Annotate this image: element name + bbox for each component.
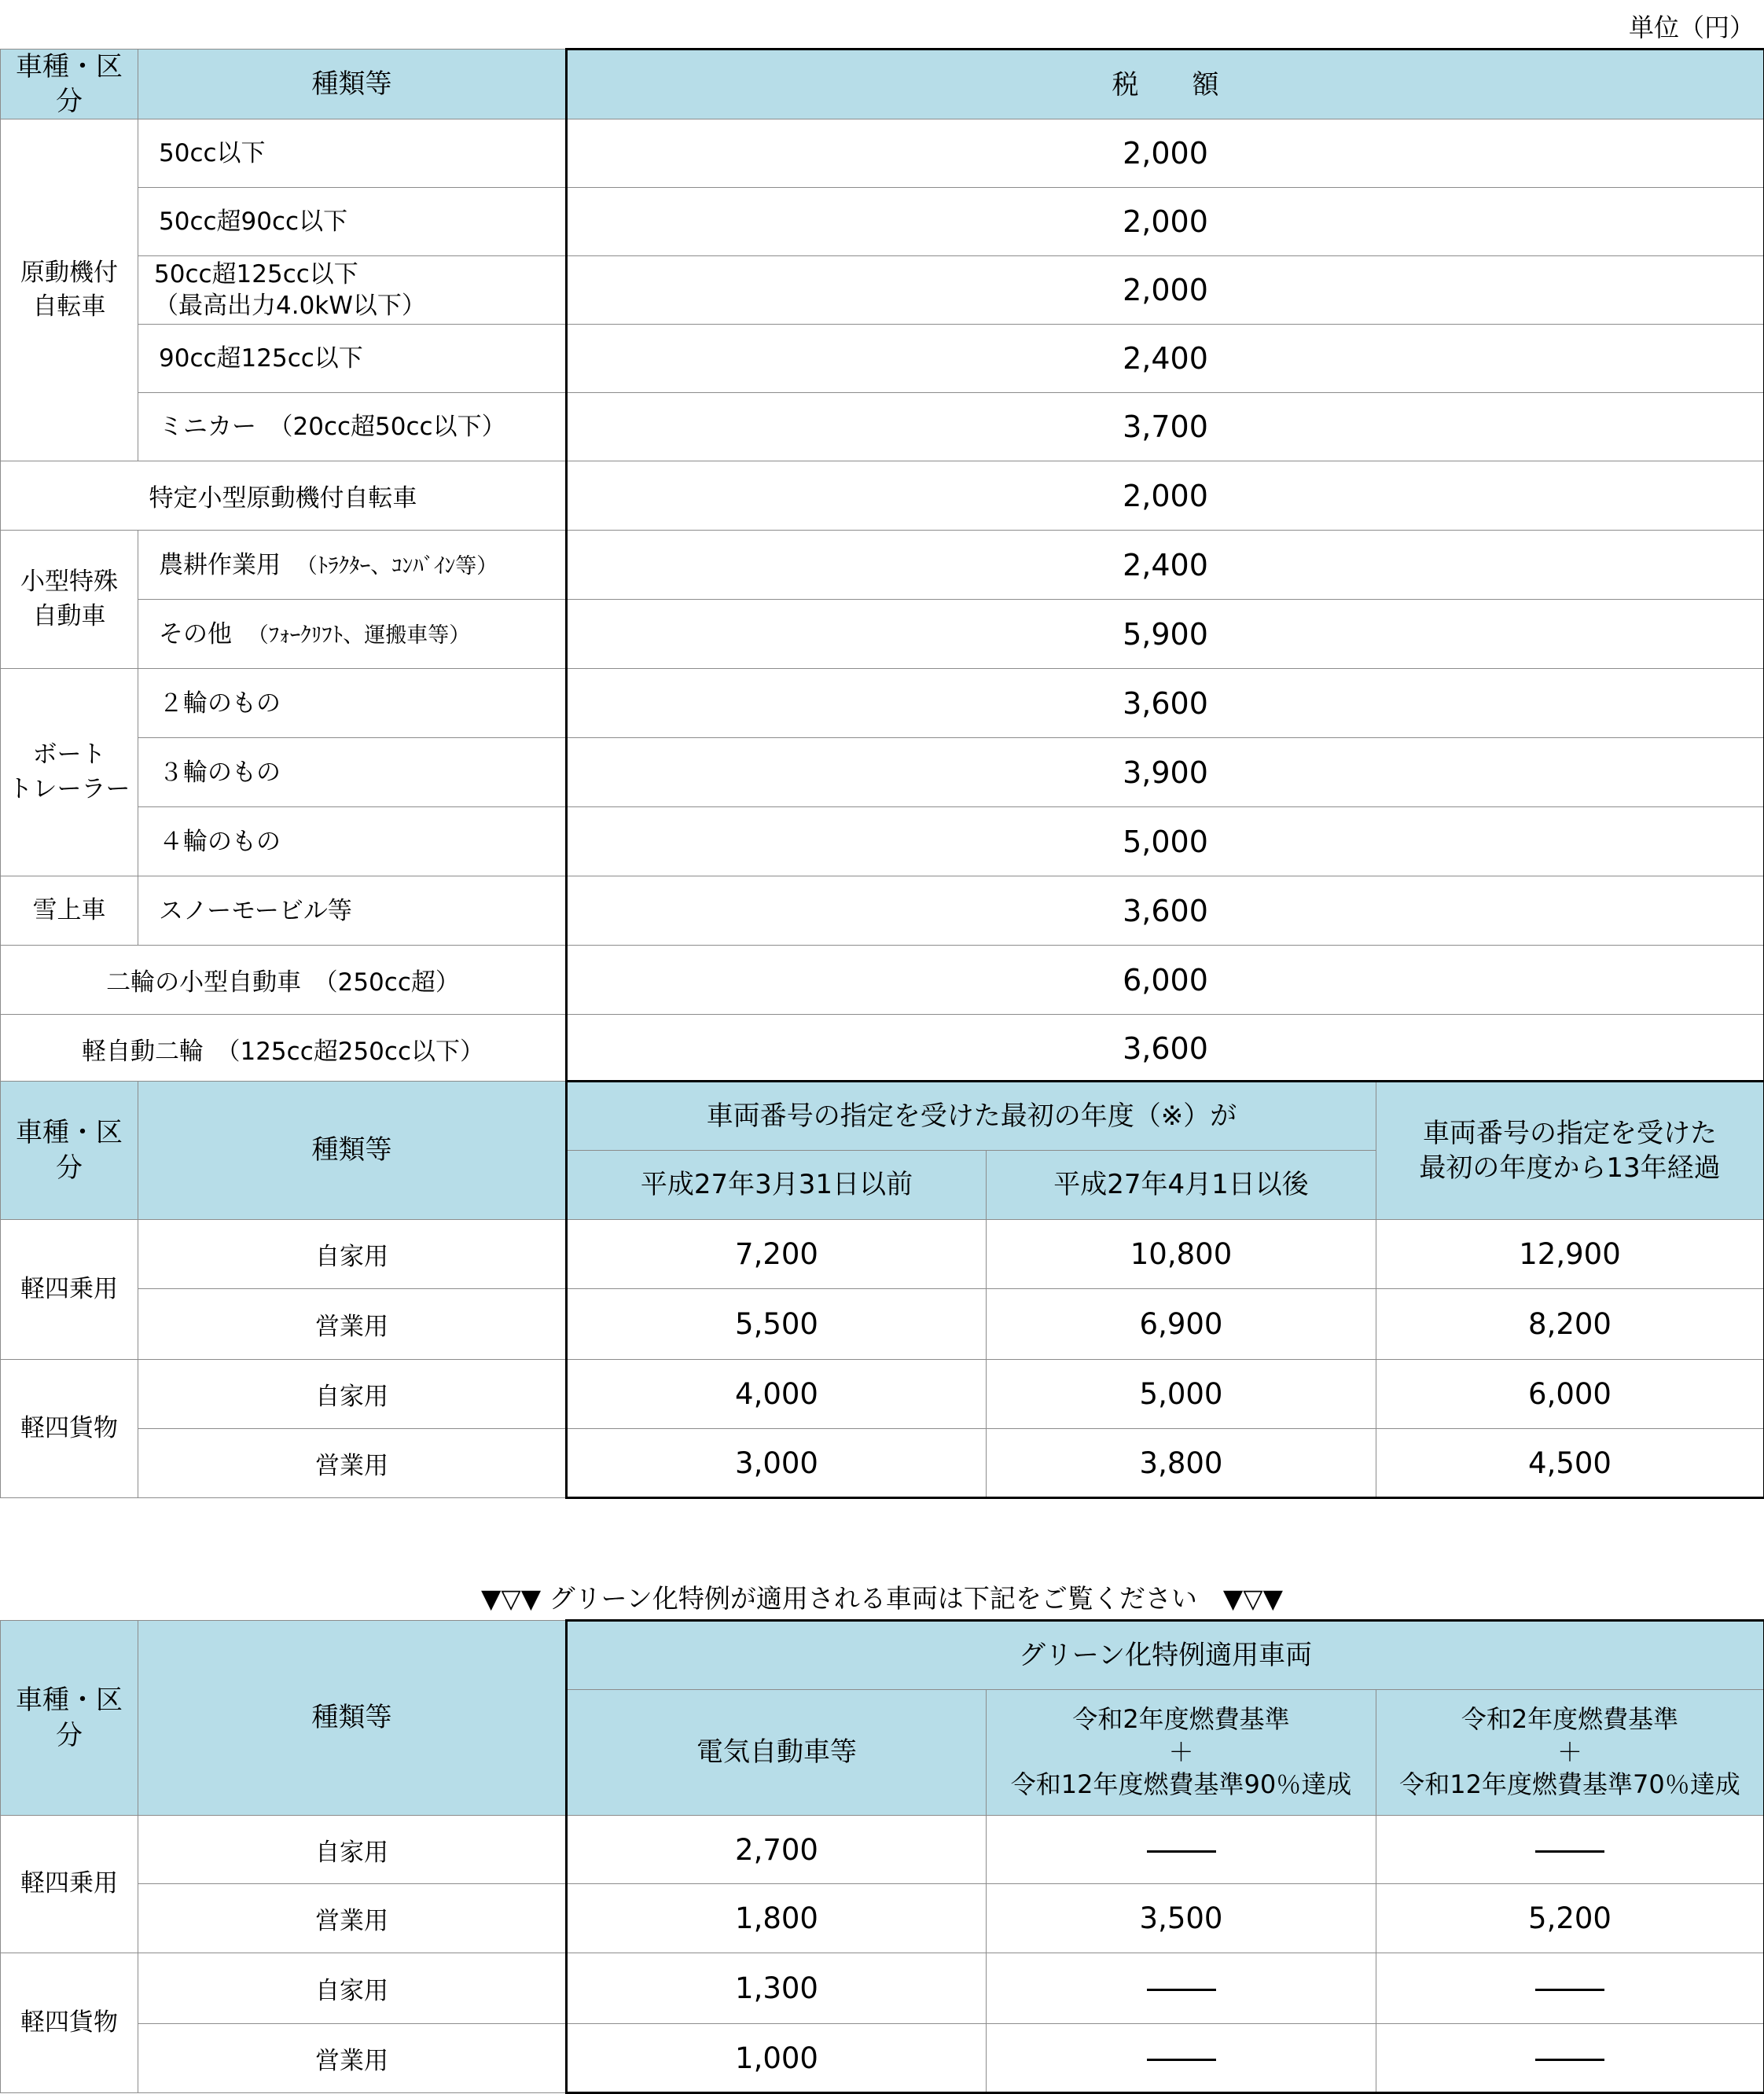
type-cell: 90cc超125cc以下 [138,325,567,393]
value-cell: 6,900 [987,1289,1376,1360]
value-cell: 8,200 [1376,1289,1764,1360]
header-group: 車両番号の指定を受けた最初の年度（※）が [567,1082,1376,1151]
category-moped: 原動機付 自転車 [1,119,138,461]
type-main: 50cc超125cc以下 [154,259,565,290]
value-cell: 4,500 [1376,1429,1764,1498]
value-cell [1376,1953,1764,2024]
type-cell: 50cc超90cc以下 [138,188,567,256]
value-cell: 5,200 [1376,1884,1764,1953]
type-cell: ３輪のもの [138,738,567,807]
type-main: 農耕作業用 [159,551,281,579]
type-cell: ミニカー （20cc超50cc以下） [138,393,567,461]
type-cell: 50cc以下 [138,119,567,188]
tax-table-green-special [0,1619,1764,2094]
unit-label: 単位（円） [1629,8,1755,44]
header-13years: 車両番号の指定を受けた 最初の年度から13年経過 [1376,1082,1764,1220]
dash-mark [1535,1850,1604,1853]
green-special-note: ▼▽▼ グリーン化特例が適用される車両は下記をご覧ください ▼▽▼ [0,1578,1764,1615]
amount-cell: 3,900 [567,738,1764,807]
value-cell: 6,000 [1376,1360,1764,1429]
category-kei-cargo: 軽四貨物 [1,1953,138,2093]
amount-cell: 5,900 [567,600,1764,669]
dash-mark [1535,1989,1604,1991]
header-col1: 電気自動車等 [567,1690,987,1816]
amount-cell: 3,600 [567,876,1764,946]
category-boat-trailer: ボート トレーラー [1,669,138,876]
type-note: （最高出力4.0kW以下） [154,290,565,321]
value-cell: 4,000 [567,1360,987,1429]
value-cell: 5,500 [567,1289,987,1360]
type-cell: 営業用 [138,1289,567,1360]
header-category: 車種・区 分 [1,50,138,119]
amount-cell: 2,000 [567,461,1764,531]
dash-mark [1147,2059,1216,2061]
merged-type-cell: 特定小型原動機付自転車 [1,461,567,531]
value-cell: 3,000 [567,1429,987,1498]
header-amount: 税 額 [567,50,1764,119]
value-cell [1376,1816,1764,1884]
header-type: 種類等 [138,1621,567,1816]
value-cell: 1,300 [567,1953,987,2024]
amount-cell: 2,400 [567,325,1764,393]
amount-cell: 2,000 [567,188,1764,256]
value-cell: 1,000 [567,2024,987,2093]
merged-type-cell: 軽自動二輪 （125cc超250cc以下） [1,1015,567,1084]
value-cell: 12,900 [1376,1220,1764,1289]
type-cell [138,600,567,669]
type-note: （ﾄﾗｸﾀｰ、ｺﾝﾊﾞｲﾝ等） [296,554,498,579]
category-kei-passenger: 軽四乗用 [1,1220,138,1360]
amount-cell: 2,000 [567,256,1764,325]
type-cell: 自家用 [138,1360,567,1429]
value-cell: 3,800 [987,1429,1376,1498]
value-cell [987,2024,1376,2093]
amount-cell: 6,000 [567,946,1764,1015]
type-cell: 営業用 [138,1884,567,1953]
type-note: （ﾌｫｰｸﾘﾌﾄ、運搬車等） [248,623,471,648]
merged-type-cell: 二輪の小型自動車 （250cc超） [1,946,567,1015]
header-col1: 平成27年3月31日以前 [567,1151,987,1220]
amount-cell: 3,700 [567,393,1764,461]
category-snowmobile: 雪上車 [1,876,138,946]
type-cell: 営業用 [138,1429,567,1498]
type-cell: ４輪のもの [138,807,567,876]
value-cell [987,1953,1376,2024]
type-cell: ２輪のもの [138,669,567,738]
amount-cell: 2,000 [567,119,1764,188]
header-group: グリーン化特例適用車両 [567,1621,1764,1690]
type-cell [138,256,567,325]
plus-sign: ＋ [1168,1737,1193,1767]
value-cell: 3,500 [987,1884,1376,1953]
dash-mark [1147,1850,1216,1853]
value-cell [987,1816,1376,1884]
type-cell: 自家用 [138,1953,567,2024]
type-cell: 自家用 [138,1816,567,1884]
plus-sign: ＋ [1557,1737,1582,1767]
header-col2: 令和2年度燃費基準 ＋ 令和12年度燃費基準90％達成 [987,1690,1376,1816]
amount-cell: 3,600 [567,669,1764,738]
header-type: 種類等 [138,1082,567,1220]
header-category: 車種・区 分 [1,1082,138,1220]
amount-cell: 3,600 [567,1015,1764,1084]
header-col3: 令和2年度燃費基準 ＋ 令和12年度燃費基準70％達成 [1376,1690,1764,1816]
amount-cell: 5,000 [567,807,1764,876]
type-main: その他 [159,620,232,648]
header-type: 種類等 [138,50,567,119]
value-cell: 2,700 [567,1816,987,1884]
category-kei-cargo: 軽四貨物 [1,1360,138,1498]
type-cell: スノーモービル等 [138,876,567,946]
value-cell: 10,800 [987,1220,1376,1289]
type-cell: 営業用 [138,2024,567,2093]
value-cell: 7,200 [567,1220,987,1289]
value-cell [1376,2024,1764,2093]
value-cell: 5,000 [987,1360,1376,1429]
type-cell: 自家用 [138,1220,567,1289]
tax-table-motorbikes [0,48,1764,1085]
header-category: 車種・区 分 [1,1621,138,1816]
dash-mark [1535,2059,1604,2061]
category-kei-passenger: 軽四乗用 [1,1816,138,1953]
amount-cell: 2,400 [567,531,1764,600]
value-cell: 1,800 [567,1884,987,1953]
type-cell [138,531,567,600]
header-col2: 平成27年4月1日以後 [987,1151,1376,1220]
dash-mark [1147,1989,1216,1991]
category-small-special: 小型特殊 自動車 [1,531,138,669]
tax-table-kei-cars [0,1080,1764,1499]
